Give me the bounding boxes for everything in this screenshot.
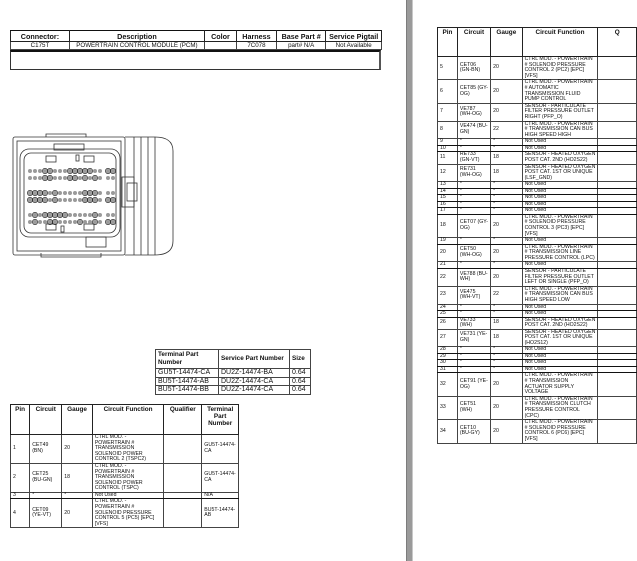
- gauge: *: [491, 353, 523, 360]
- circuit: VE731 (YE-GN): [457, 329, 490, 347]
- circuit: CET50 (WH-OG): [457, 244, 490, 262]
- circuit-function: CTRL MOD. - POWERTRAIN # TRANSMISSION LINE PRESSURE CONTROL (LPC): [522, 244, 598, 262]
- table-row: [438, 317, 637, 329]
- pin: 31: [438, 366, 458, 373]
- connector-row: [11, 42, 382, 50]
- circuit-function: Not Used: [522, 304, 598, 311]
- gauge: *: [491, 311, 523, 318]
- gauge: *: [491, 188, 523, 195]
- circuit-function: CTRL MOD. - POWERTRAIN # TRANSMISSION CAN BUS HIGH SPEED LOW: [522, 286, 598, 304]
- table-row: [438, 57, 637, 80]
- pin: 14: [438, 188, 458, 195]
- terminal-part-number: N/A: [202, 492, 239, 499]
- circuit: *: [457, 238, 490, 245]
- qualifier: [164, 435, 202, 464]
- service-part: DU2Z-14474-CA: [219, 386, 290, 395]
- pin: 18: [438, 214, 458, 237]
- terminal-row: [156, 377, 311, 386]
- pin: 20: [438, 244, 458, 262]
- connector-service-pigtail: Not Available: [326, 42, 382, 50]
- circuit: VE733 (WH): [457, 317, 490, 329]
- terminal-part: GU5T-14474-CA: [156, 369, 219, 378]
- col-terminal-part-number: Terminal Part Number: [202, 405, 239, 435]
- pin: 12: [438, 164, 458, 182]
- gauge: 18: [491, 317, 523, 329]
- gauge: 20: [491, 244, 523, 262]
- gauge: *: [491, 201, 523, 208]
- circuit: *: [457, 201, 490, 208]
- table-row: [438, 420, 637, 443]
- col-terminal-part: Terminal Part Number: [156, 350, 219, 369]
- gauge: *: [491, 208, 523, 215]
- document-page-right: [413, 0, 620, 561]
- col-service-part: Service Part Number: [219, 350, 290, 369]
- gauge: 18: [62, 463, 93, 492]
- circuit-function: SENSOR - PARTICULATE FILTER PRESSURE OUTLET RIGHT (PFP_O): [522, 103, 598, 121]
- circuit-function: Not Used: [522, 195, 598, 202]
- col-qualifier: Qualifier: [164, 405, 202, 435]
- col-pin: Pin: [11, 405, 30, 435]
- connector-description: POWERTRAIN CONTROL MODULE (PCM): [69, 42, 204, 50]
- terminal-part-number: BU5T-14474-AB: [202, 499, 239, 528]
- circuit-function: Not Used: [522, 262, 598, 269]
- pin: 23: [438, 286, 458, 304]
- col-base-part: Base Part #: [276, 31, 325, 42]
- circuit-function: CTRL MOD. - POWERTRAIN # TRANSMISSION CLUTCH PRESSURE CONTROL (CPC): [522, 396, 598, 419]
- connector-face-diagram: [6, 131, 180, 261]
- qualifier: [164, 499, 202, 528]
- pin: 32: [438, 373, 458, 396]
- col-circuit: Circuit: [30, 405, 62, 435]
- gauge: 20: [491, 396, 523, 419]
- service-part: DU2Z-14474-CA: [219, 377, 290, 386]
- pin: 17: [438, 208, 458, 215]
- col-service-pigtail: Service Pigtail: [326, 31, 382, 42]
- terminal-part-number: GU5T-14474-CA: [202, 435, 239, 464]
- circuit: *: [457, 366, 490, 373]
- pin: 28: [438, 347, 458, 354]
- col-connector: Connector:: [11, 31, 70, 42]
- circuit: VE788 (BU-WH): [457, 268, 490, 286]
- pin: 22: [438, 268, 458, 286]
- pin: 27: [438, 329, 458, 347]
- circuit-function: SENSOR - PARTICULATE FILTER PRESSURE OUTLET LEFT OR SINGLE (PFP_O): [522, 268, 598, 286]
- pin: 33: [438, 396, 458, 419]
- circuit-function: CTRL MOD. - POWERTRAIN # TRANSMISSION SOLENOID POWER CONTROL 2 (TSPC2): [92, 435, 163, 464]
- circuit-function: Not Used: [522, 201, 598, 208]
- pin: 5: [438, 57, 458, 80]
- circuit: *: [457, 145, 490, 152]
- gauge: *: [491, 195, 523, 202]
- circuit-function: Not Used: [522, 353, 598, 360]
- terminal-part-table: [155, 349, 311, 395]
- col-color: Color: [205, 31, 237, 42]
- circuit: *: [457, 182, 490, 189]
- circuit: RE731 (WH-OG): [457, 164, 490, 182]
- gauge: *: [491, 139, 523, 146]
- pin: 4: [11, 499, 30, 528]
- pin: 29: [438, 353, 458, 360]
- circuit: *: [457, 208, 490, 215]
- gauge: 20: [491, 214, 523, 237]
- page-divider: [406, 0, 413, 561]
- terminal-row: [156, 386, 311, 395]
- circuit: *: [457, 139, 490, 146]
- size: 0.64: [290, 369, 311, 378]
- circuit: VE474 (BU-GN): [457, 121, 490, 139]
- terminal-part-number: GU5T-14474-CA: [202, 463, 239, 492]
- table-row: [438, 329, 637, 347]
- pin: 30: [438, 360, 458, 367]
- gauge: 20: [491, 268, 523, 286]
- circuit: CET49 (BN): [30, 435, 62, 464]
- circuit-function: CTRL MOD. - POWERTRAIN # TRANSMISSION ACTUATOR SUPPLY VOLTAGE: [522, 373, 598, 396]
- connector-color: [205, 42, 237, 50]
- connector-notes-box: [10, 50, 381, 70]
- pin: 9: [438, 139, 458, 146]
- pin: 26: [438, 317, 458, 329]
- col-circuit: Circuit: [457, 28, 490, 57]
- col-pin: Pin: [438, 28, 458, 57]
- table-row: [438, 268, 637, 286]
- circuit: *: [457, 262, 490, 269]
- pin: 10: [438, 145, 458, 152]
- circuit: CET91 (YE-OG): [457, 373, 490, 396]
- gauge: *: [491, 262, 523, 269]
- pin: 13: [438, 182, 458, 189]
- table-row: [438, 121, 637, 139]
- pin: 21: [438, 262, 458, 269]
- gauge: 22: [491, 286, 523, 304]
- pin-table-left: [10, 404, 239, 528]
- circuit: CET51 (WH): [457, 396, 490, 419]
- circuit: *: [457, 353, 490, 360]
- gauge: *: [491, 360, 523, 367]
- col-circuit-function: Circuit Function: [522, 28, 598, 57]
- circuit-function: CTRL MOD. - POWERTRAIN # TRANSMISSION CAN BUS HIGH SPEED HIGH: [522, 121, 598, 139]
- qualifier: [164, 463, 202, 492]
- terminal-part: BU5T-14474-AB: [156, 377, 219, 386]
- table-row: [438, 103, 637, 121]
- gauge: 22: [491, 121, 523, 139]
- circuit: RE733 (GN-VT): [457, 152, 490, 164]
- circuit-function: Not Used: [522, 182, 598, 189]
- qualifier: [598, 57, 637, 80]
- circuit-function: SENSOR - HEATED OXYGEN POST CAT. 1ST OR UNIQUE (LSF_GND): [522, 164, 598, 182]
- gauge: 18: [491, 164, 523, 182]
- qualifier: [598, 103, 637, 121]
- size: 0.64: [290, 386, 311, 395]
- gauge: 20: [491, 373, 523, 396]
- table-row: [438, 80, 637, 103]
- circuit: *: [457, 304, 490, 311]
- terminal-part: BU5T-14474-BB: [156, 386, 219, 395]
- circuit: *: [457, 188, 490, 195]
- qualifier: [598, 121, 637, 139]
- col-qualifier: Q: [598, 28, 637, 57]
- qualifier: [598, 396, 637, 419]
- circuit-function: Not Used: [522, 366, 598, 373]
- circuit-function: SENSOR - HEATED OXYGEN POST CAT. 1ST OR UNIQUE (HO2S12): [522, 329, 598, 347]
- circuit: CET25 (BU-GN): [30, 463, 62, 492]
- table-row: [11, 499, 239, 528]
- qualifier: [598, 244, 637, 262]
- connector-table: [10, 30, 382, 50]
- col-gauge: Gauge: [62, 405, 93, 435]
- gauge: *: [491, 145, 523, 152]
- circuit-function: CTRL MOD. - POWERTRAIN # SOLENOID PRESSURE CONTROL 2 (PC2) [EPC] [VFS]: [522, 57, 598, 80]
- circuit-function: CTRL MOD. - POWERTRAIN # SOLENOID PRESSURE CONTROL 5 (PC5) [EPC] [VFS]: [92, 499, 163, 528]
- qualifier: [598, 420, 637, 443]
- gauge: 20: [62, 435, 93, 464]
- col-gauge: Gauge: [491, 28, 523, 57]
- circuit: VE475 (WH-VT): [457, 286, 490, 304]
- circuit-function: Not Used: [92, 492, 163, 499]
- table-row: [438, 286, 637, 304]
- circuit-function: CTRL MOD. - POWERTRAIN # SOLENOID PRESSURE CONTROL 3 (PC3) [EPC] [VFS]: [522, 214, 598, 237]
- qualifier: [598, 152, 637, 164]
- pin: 19: [438, 238, 458, 245]
- circuit-function: CTRL MOD. - POWERTRAIN # AUTOMATIC TRANSMISSION FLUID PUMP CONTROL: [522, 80, 598, 103]
- circuit: *: [457, 360, 490, 367]
- circuit-function: SENSOR - HEATED OXYGEN POST CAT. 2ND (HO2S22): [522, 152, 598, 164]
- pin: 2: [11, 463, 30, 492]
- gauge: *: [491, 304, 523, 311]
- qualifier: [598, 164, 637, 182]
- connector-info: [10, 30, 382, 70]
- connector-harness: 7C078: [236, 42, 276, 50]
- gauge: 20: [491, 80, 523, 103]
- pin: 11: [438, 152, 458, 164]
- pin: 24: [438, 304, 458, 311]
- gauge: *: [62, 492, 93, 499]
- gauge: *: [491, 182, 523, 189]
- qualifier: [598, 373, 637, 396]
- col-circuit-function: Circuit Function: [92, 405, 163, 435]
- circuit: *: [457, 195, 490, 202]
- circuit-function: Not Used: [522, 347, 598, 354]
- circuit: CET09 (YE-VT): [30, 499, 62, 528]
- table-row: [11, 463, 239, 492]
- gauge: 20: [62, 499, 93, 528]
- circuit-function: Not Used: [522, 208, 598, 215]
- pin: 7: [438, 103, 458, 121]
- pin: 34: [438, 420, 458, 443]
- connector-base-part: part# N/A: [276, 42, 325, 50]
- gauge: 20: [491, 420, 523, 443]
- connector-id: C175T: [11, 42, 70, 50]
- circuit: CET85 (GY-OG): [457, 80, 490, 103]
- table-row: [438, 214, 637, 237]
- table-row: [438, 373, 637, 396]
- gauge: 18: [491, 329, 523, 347]
- qualifier: [598, 268, 637, 286]
- pin: 25: [438, 311, 458, 318]
- qualifier: [598, 80, 637, 103]
- circuit-function: Not Used: [522, 360, 598, 367]
- circuit-function: Not Used: [522, 145, 598, 152]
- circuit: CET10 (BU-GY): [457, 420, 490, 443]
- col-size: Size: [290, 350, 311, 369]
- col-harness: Harness: [236, 31, 276, 42]
- pin: 15: [438, 195, 458, 202]
- qualifier: [598, 317, 637, 329]
- pin: 6: [438, 80, 458, 103]
- circuit: *: [30, 492, 62, 499]
- gauge: 18: [491, 152, 523, 164]
- table-row: [438, 244, 637, 262]
- circuit: VE787 (WH-OG): [457, 103, 490, 121]
- circuit: *: [457, 311, 490, 318]
- pin: 1: [11, 435, 30, 464]
- table-row: [438, 164, 637, 182]
- terminal-row: [156, 369, 311, 378]
- qualifier: [598, 286, 637, 304]
- pin-table-right: [437, 27, 637, 444]
- circuit-function: CTRL MOD. - POWERTRAIN # TRANSMISSION SOLENOID POWER CONTROL (TSPC): [92, 463, 163, 492]
- qualifier: [598, 214, 637, 237]
- gauge: *: [491, 347, 523, 354]
- col-description: Description: [69, 31, 204, 42]
- gauge: *: [491, 366, 523, 373]
- table-row: [438, 152, 637, 164]
- qualifier: [598, 329, 637, 347]
- gauge: *: [491, 238, 523, 245]
- pin: 8: [438, 121, 458, 139]
- circuit: CET06 (GN-BN): [457, 57, 490, 80]
- circuit: CET07 (GY-OG): [457, 214, 490, 237]
- circuit-function: Not Used: [522, 238, 598, 245]
- size: 0.64: [290, 377, 311, 386]
- gauge: 20: [491, 57, 523, 80]
- pin: 16: [438, 201, 458, 208]
- circuit: *: [457, 347, 490, 354]
- circuit-function: SENSOR - HEATED OXYGEN POST CAT. 2ND (HO2S22): [522, 317, 598, 329]
- table-row: [438, 396, 637, 419]
- service-part: DU2Z-14474-BA: [219, 369, 290, 378]
- circuit-function: Not Used: [522, 188, 598, 195]
- circuit-function: Not Used: [522, 311, 598, 318]
- gauge: 20: [491, 103, 523, 121]
- circuit-function: CTRL MOD. - POWERTRAIN # SOLENOID PRESSURE CONTROL 6 (PC6) [EPC] [VFS]: [522, 420, 598, 443]
- table-row: [11, 435, 239, 464]
- pin: 3: [11, 492, 30, 499]
- circuit-function: Not Used: [522, 139, 598, 146]
